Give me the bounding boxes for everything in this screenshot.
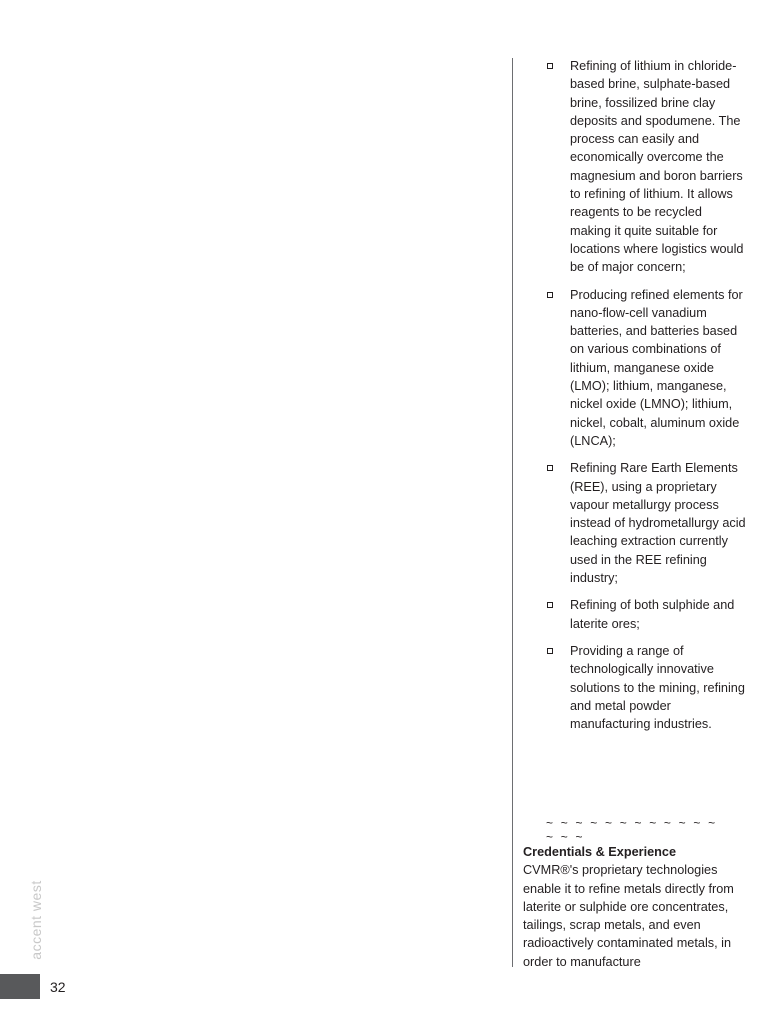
list-item	[546, 596, 746, 633]
column-divider-line	[512, 58, 513, 967]
list-item-text: Refining Rare Earth Elements (REE), using a proprietary vapour metallurgy process instead of hydrometallurgy acid leaching extraction currently used in the REE refining industry;	[570, 461, 746, 586]
square-bullet-icon	[547, 292, 553, 298]
list-item-text: Refining of both sulphide and laterite ores;	[570, 598, 735, 631]
list-item	[546, 57, 746, 277]
tilde-divider: ~ ~ ~ ~ ~ ~ ~ ~ ~ ~ ~ ~ ~ ~ ~	[546, 816, 718, 844]
section-body: CVMR®'s proprietary technologies enable it to refine metals directly from laterite or sulphide ore concentrates, tailings, scrap metals, and even radioactively contaminated metals, in order to manufacture	[523, 863, 734, 969]
section-heading: Credentials & Experience	[523, 845, 677, 859]
list-item-text: Refining of lithium in chloride-based brine, sulphate-based brine, fossilized brine clay deposits and spodumene. The process can easily and economically overcome the magnesium and boron barriers to refining of lithium. It allows reagents to be recycled making it quite suitable for locations where logistics would be of major concern;	[570, 59, 744, 275]
bullet-list	[546, 57, 746, 742]
list-item	[546, 286, 746, 451]
square-bullet-icon	[547, 63, 553, 69]
list-item-text: Providing a range of technologically innovative solutions to the mining, refining and metal powder manufacturing industries.	[570, 643, 745, 732]
square-bullet-icon	[547, 648, 553, 654]
list-item	[546, 459, 746, 587]
page-number: 32	[50, 979, 66, 995]
page-tab-block	[0, 974, 40, 999]
square-bullet-icon	[547, 465, 553, 471]
credentials-section	[523, 843, 738, 971]
list-item-text: Producing refined elements for nano-flow-cell vanadium batteries, and batteries based on various combinations of lithium, manganese oxide (LMO); lithium, manganese, nickel oxide (LMNO); lithium, nickel, cobalt, aluminum oxide (LNCA);	[570, 287, 743, 448]
brand-watermark: accent west	[28, 880, 44, 960]
list-item	[546, 642, 746, 733]
square-bullet-icon	[547, 602, 553, 608]
